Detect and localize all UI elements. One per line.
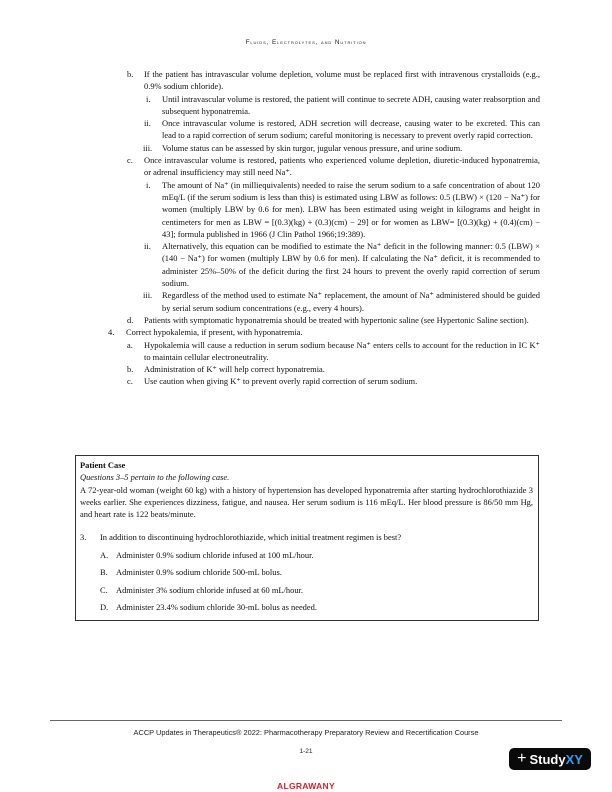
patient-case-title: Patient Case	[80, 460, 126, 470]
running-header: Fluids, Electrolytes, and Nutrition	[245, 39, 367, 46]
item-label: ii.	[144, 118, 151, 129]
list-item	[146, 179, 540, 240]
list-item	[144, 117, 540, 142]
item-text: If the patient has intravascular volume depletion, volume must be replaced first with intravenous crystalloids (e.g., 0.9% sodium chloride).	[144, 69, 540, 92]
item-label: i.	[146, 93, 151, 104]
item-text: Hypokalemia will cause a reduction in serum sodium because Na⁺ enters cells to account for the reduction in IC K⁺ to maintain cellular electroneutrality.	[144, 339, 540, 362]
item-label: iii.	[143, 142, 153, 153]
answer-option-c	[80, 584, 533, 596]
item-label: 4.	[108, 327, 115, 338]
item-label: b.	[127, 364, 134, 375]
item-label: a.	[127, 339, 133, 350]
item-label: c.	[127, 155, 133, 166]
question-number: 3.	[80, 532, 87, 543]
patient-case-box	[75, 455, 539, 621]
item-text: Patients with symptomatic hyponatremia should be treated with hypertonic saline (see Hypertonic Saline section).	[144, 314, 529, 325]
item-label: b.	[127, 69, 134, 79]
option-text: Administer 23.4% sodium chloride 30-mL bolus as needed.	[116, 602, 317, 613]
item-text: Alternatively, this equation can be modified to estimate the Na⁺ deficit in the following manner: 0.5 (LBW) × (140 − Na⁺) for women (multiply LBW by 0.6 for men). If calculating the Na⁺ deficit, it is recommended to administer 25%–50% of the deficit during the first 24 hours to prevent the overly rapid correction of serum sodium.	[162, 241, 540, 289]
item-text: Volume status can be assessed by skin turgor, jugular venous pressure, and urine sodium.	[162, 142, 463, 153]
item-label: ii.	[144, 241, 151, 252]
option-label: C.	[100, 584, 108, 595]
watermark-text: ALGRAWANY	[277, 781, 335, 791]
studyxy-badge[interactable]	[509, 748, 591, 770]
list-item	[143, 289, 540, 314]
outline-body	[0, 68, 612, 388]
list-item	[127, 363, 540, 375]
answer-option-a	[80, 549, 533, 561]
item-label: d.	[127, 314, 134, 325]
question	[80, 531, 533, 543]
patient-case-text: A 72-year-old woman (weight 60 kg) with a history of hypertension has developed hyponatremia after starting hydrochlorothiazide 3 weeks earlier. She experiences dizziness, fatigue, and nausea. Her serum sodium is 116 mEq/L. Her blood pressure is 86/50 mm Hg, and heart rate is 122 beats/minute.	[80, 484, 533, 520]
list-item	[127, 339, 540, 364]
option-text: Administer 0.9% sodium chloride 500-mL bolus.	[116, 567, 282, 578]
page-number: 1-21	[299, 748, 313, 755]
item-text: Use caution when giving K⁺ to prevent overly rapid correction of serum sodium.	[144, 376, 418, 387]
item-text: Once intravascular volume is restored, patients who experienced volume depletion, diuretic-induced hyponatremia, or adrenal insufficiency may still need Na⁺.	[144, 155, 540, 178]
answer-option-b	[80, 566, 533, 578]
item-text: Administration of K⁺ will help correct hyponatremia.	[144, 364, 325, 375]
item-text: The amount of Na⁺ (in milliequivalents) needed to raise the serum sodium to a safe concentration of about 120 mEq/L (if the serum sodium is less than this) is estimated using LBW as follows: 0.5 (LBW) × (120 − Na⁺) for women (multiply LBW by 0.6 for men). LBW has been estimated using weight in kilograms and height in centimeters for men as LBW = [(0.3)(kg) + (0.3)(cm) − 29] or for women as LBW= [(0.3)(kg) + (0.4)(cm) − 43]; formula published in 1966 (J Clin Pathol 1966;19:389).	[162, 179, 540, 239]
option-label: D.	[100, 602, 109, 613]
item-label: i.	[146, 179, 151, 190]
item-text: Once intravascular volume is restored, ADH secretion will decrease, causing water to be excreted. This can lead to a rapid correction of serum sodium; careful monitoring is necessary to prevent overly rapid correction.	[162, 118, 540, 141]
list-item	[108, 326, 540, 338]
plus-icon: +	[517, 750, 527, 767]
list-item	[127, 154, 540, 179]
list-item	[127, 68, 540, 93]
footer-divider	[50, 720, 562, 721]
list-item	[127, 375, 540, 387]
item-text: Until intravascular volume is restored, the patient will continue to secrete ADH, causing water reabsorption and subsequent hyponatremia.	[162, 93, 540, 116]
item-label: iii.	[143, 290, 153, 301]
list-item	[127, 314, 540, 326]
list-item	[146, 93, 540, 118]
patient-case-intro: Questions 3–5 pertain to the following case.	[80, 472, 230, 483]
item-text: Correct hypokalemia, if present, with hyponatremia.	[126, 327, 303, 338]
option-label: A.	[100, 549, 109, 560]
item-text: Regardless of the method used to estimate Na⁺ replacement, the amount of Na⁺ administered should be guided by serial serum sodium concentrations (e.g., every 4 hours).	[162, 290, 540, 313]
list-item	[143, 142, 540, 154]
answer-option-d	[80, 601, 533, 613]
option-text: Administer 0.9% sodium chloride infused at 100 mL/hour.	[116, 549, 314, 560]
option-label: B.	[100, 567, 108, 578]
option-text: Administer 3% sodium chloride infused at 60 mL/hour.	[116, 584, 304, 595]
question-text: In addition to discontinuing hydrochlorothiazide, which initial treatment regimen is best?	[100, 532, 402, 543]
item-label: c.	[127, 376, 133, 387]
running-footer: ACCP Updates in Therapeutics® 2022: Pharmacotherapy Preparatory Review and Recertification Course	[133, 728, 479, 737]
badge-study-text: Study	[529, 751, 566, 767]
badge-xy-text: XY	[565, 751, 583, 767]
list-item	[144, 240, 540, 289]
